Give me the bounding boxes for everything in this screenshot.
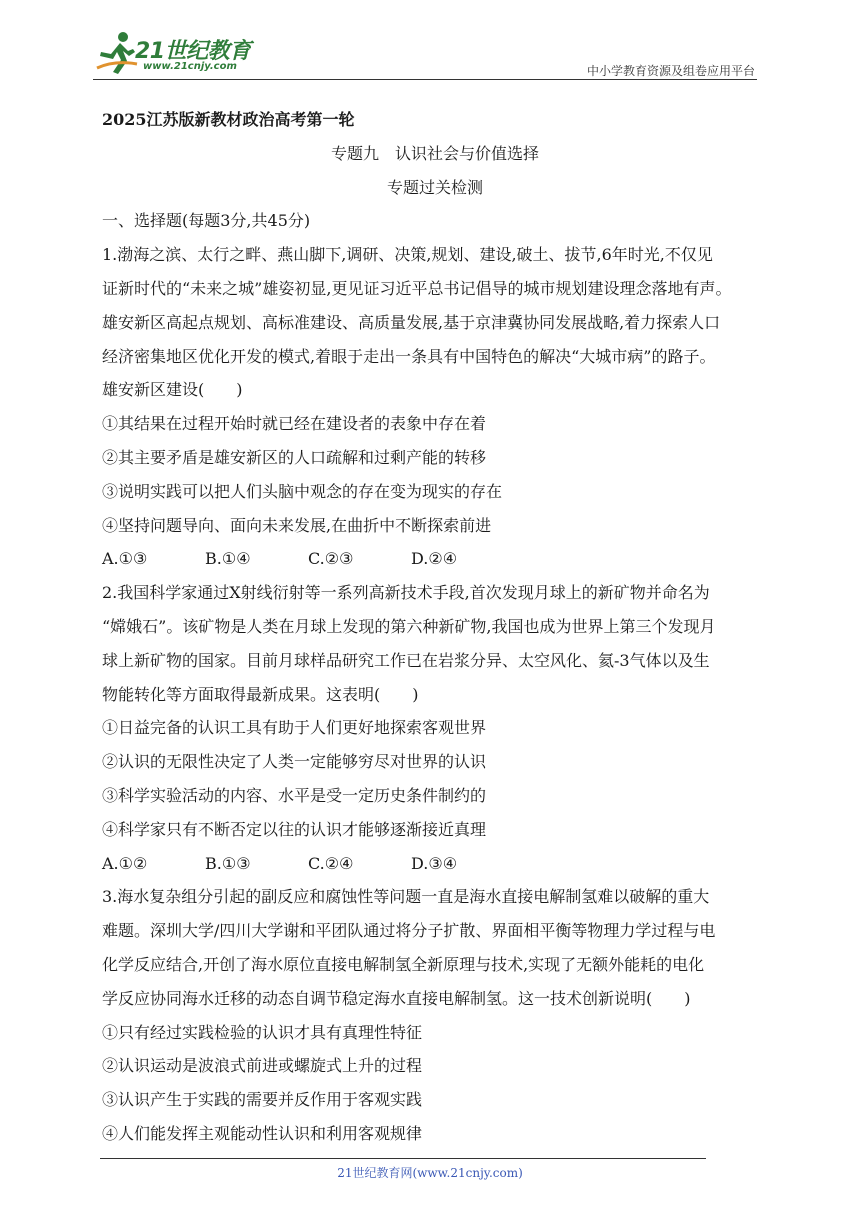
question-stem-line: 球上新矿物的国家。目前月球样品研究工作已在岩浆分异、太空风化、氦-3气体以及生 (102, 650, 710, 670)
statement-item: ④人们能发挥主观能动性认识和利用客观规律 (102, 1123, 423, 1143)
statement-item: ②认识运动是波浪式前进或螺旋式上升的过程 (102, 1056, 423, 1076)
statement-item: ②认识的无限性决定了人类一定能够穷尽对世界的认识 (102, 752, 487, 772)
question-stem-line: 1.渤海之滨、太行之畔、燕山脚下,调研、决策,规划、建设,破土、拔节,6年时光,不仅见 (102, 245, 713, 265)
subtitle: 专题过关检测 (386, 177, 483, 197)
statement-item: ④坚持问题导向、面向未来发展,在曲折中不断探索前进 (102, 515, 492, 535)
runner-icon (95, 30, 139, 76)
option-d: D.②④ (411, 549, 458, 569)
option-a: A.①③ (102, 549, 148, 569)
statement-item: ①只有经过实践检验的认识才具有真理性特征 (102, 1022, 423, 1042)
series-title: 2025江苏版新教材政治高考第一轮 (102, 110, 355, 129)
logo-text: 21世纪教育 (135, 39, 251, 64)
option-c: C.②③ (308, 549, 354, 569)
statement-item: ①日益完备的认识工具有助于人们更好地探索客观世界 (102, 718, 487, 738)
question-stem-line: “嫦娥石”。该矿物是人类在月球上发现的第六种新矿物,我国也成为世界上第三个发现月 (102, 616, 716, 636)
section-heading: 一、选择题(每题3分,共45分) (102, 211, 311, 231)
question-stem-line: 学反应协同海水迁移的动态自调节稳定海水直接电解制氢。这一技术创新说明( ) (102, 988, 691, 1008)
question-stem-line: 化学反应结合,开创了海水原位直接电解制氢全新原理与技术,实现了无额外能耗的电化 (102, 954, 705, 974)
footer-text: 21世纪教育网(www.21cnjy.com) (337, 1166, 523, 1180)
statement-item: ②其主要矛盾是雄安新区的人口疏解和过剩产能的转移 (102, 447, 487, 467)
logo-url: www.21cnjy.com (143, 61, 237, 72)
page-header (95, 30, 755, 80)
question-stem-line: 3.海水复杂组分引起的副反应和腐蚀性等问题一直是海水直接电解制氢难以破解的重大 (102, 887, 710, 907)
option-c: C.②④ (308, 853, 354, 873)
question-1 (102, 238, 768, 576)
question-3 (102, 880, 768, 1150)
statement-item: ③科学实验活动的内容、水平是受一定历史条件制约的 (102, 785, 487, 805)
header-divider (93, 79, 757, 80)
option-b: B.①④ (205, 549, 251, 569)
document-body (102, 103, 768, 1151)
option-b: B.①③ (205, 853, 251, 873)
statement-item: ①其结果在过程开始时就已经在建设者的表象中存在着 (102, 414, 487, 434)
question-stem-line: 经济密集地区优化开发的模式,着眼于走出一条具有中国特色的解决“大城市病”的路子。 (102, 346, 716, 366)
question-stem-line: 证新时代的“未来之城”雄姿初显,更见证习近平总书记倡导的城市规划建设理念落地有声。 (102, 278, 732, 298)
logo (95, 30, 265, 78)
topic-title: 专题九 认识社会与价值选择 (330, 143, 539, 163)
option-d: D.③④ (411, 853, 458, 873)
statement-item: ④科学家只有不断否定以往的认识才能够逐渐接近真理 (102, 819, 487, 839)
answer-options (102, 542, 768, 576)
question-stem-line: 2.我国科学家通过X射线衍射等一系列高新技术手段,首次发现月球上的新矿物并命名为 (102, 583, 710, 603)
question-stem-line: 物能转化等方面取得最新成果。这表明( ) (102, 684, 419, 704)
question-stem-line: 雄安新区建设( ) (102, 380, 243, 400)
option-a: A.①② (102, 853, 148, 873)
statement-item: ③说明实践可以把人们头脑中观念的存在变为现实的存在 (102, 481, 503, 501)
question-2 (102, 576, 768, 880)
question-stem-line: 难题。深圳大学/四川大学谢和平团队通过将分子扩散、界面相平衡等物理力学过程与电 (102, 921, 716, 941)
statement-item: ③认识产生于实践的需要并反作用于客观实践 (102, 1090, 423, 1110)
question-stem-line: 雄安新区高起点规划、高标准建设、高质量发展,基于京津冀协同发展战略,着力探索人口 (102, 312, 721, 332)
platform-label: 中小学教育资源及组卷应用平台 (586, 64, 755, 78)
footer-divider (100, 1158, 706, 1159)
answer-options (102, 847, 768, 881)
